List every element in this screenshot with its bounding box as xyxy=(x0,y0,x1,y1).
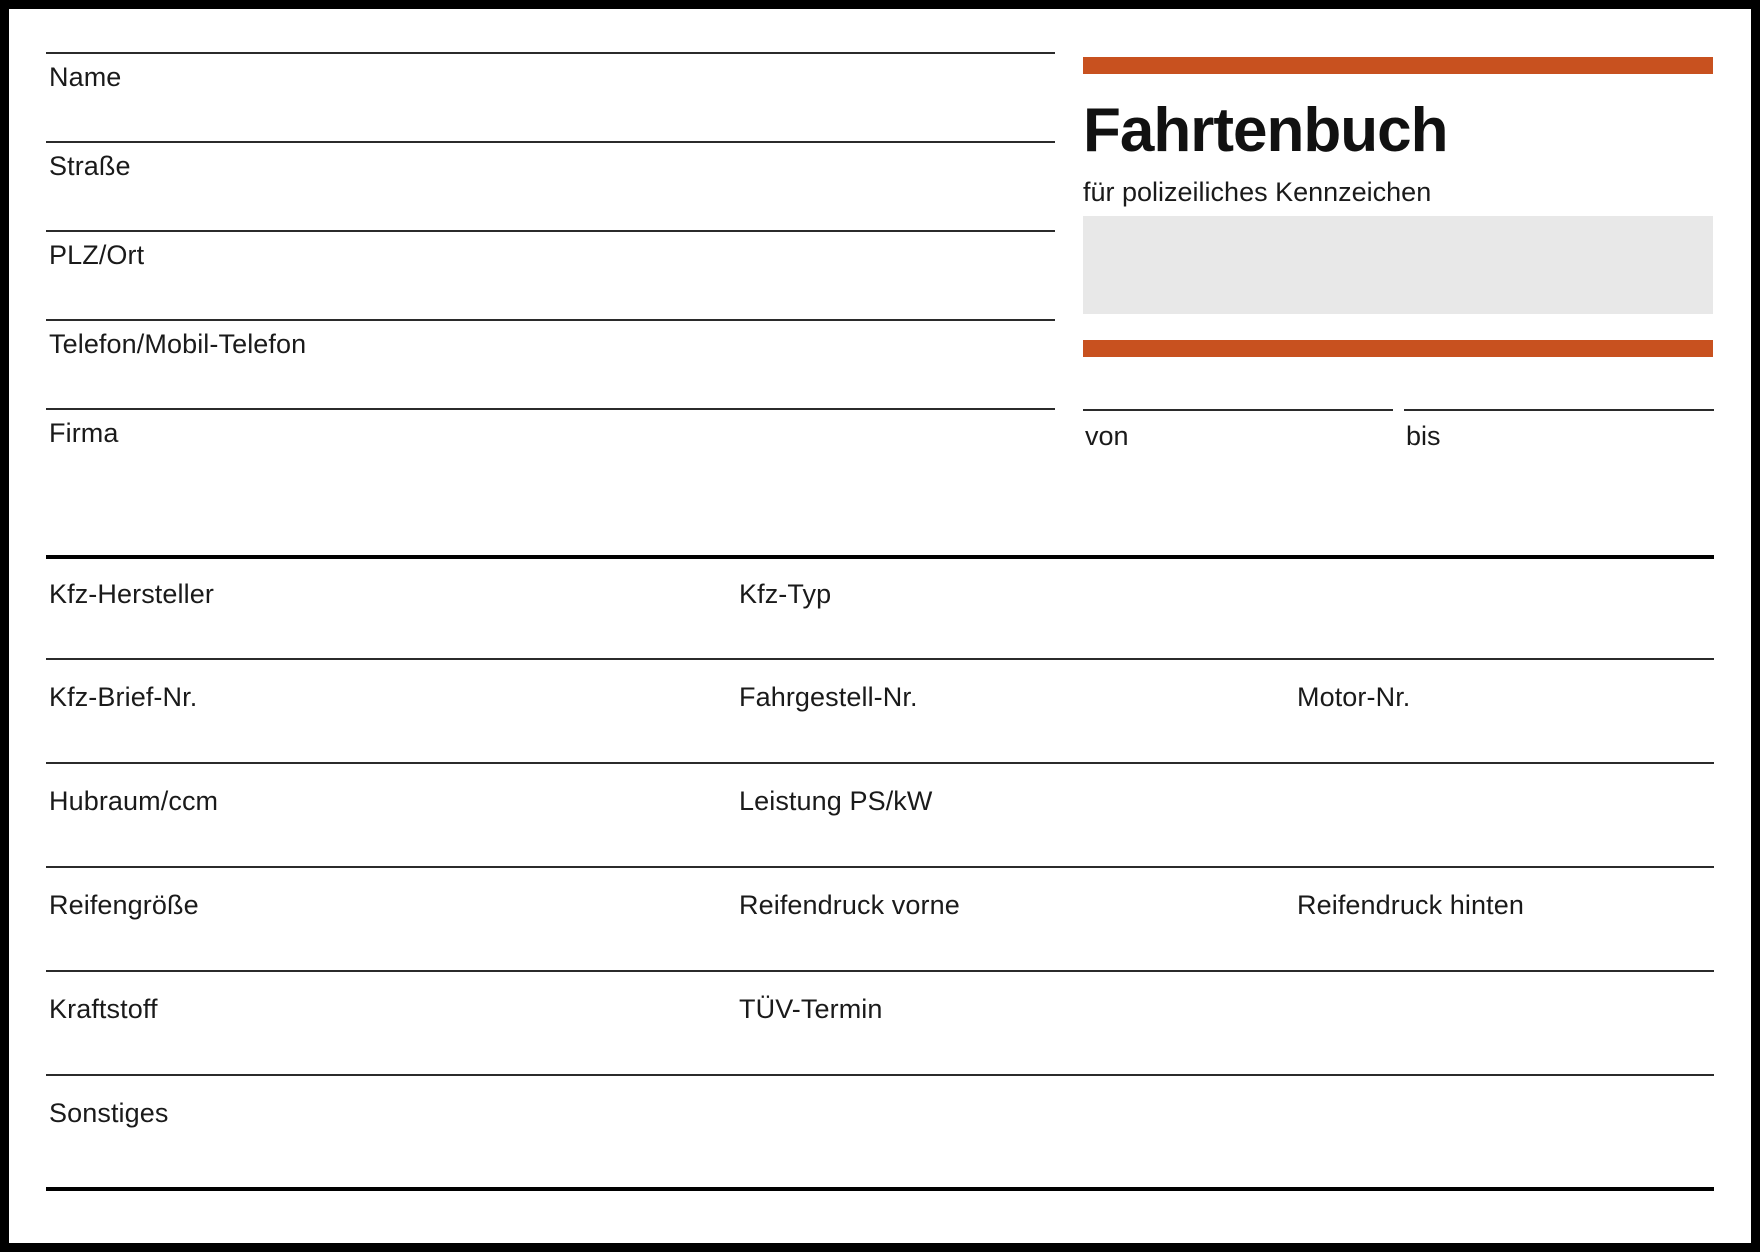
rule-firma xyxy=(46,408,1055,410)
field-label-kfz-hersteller: Kfz-Hersteller xyxy=(49,579,214,609)
accent-bar-bottom xyxy=(1083,340,1713,357)
field-label-kfz-brief-nr: Kfz-Brief-Nr. xyxy=(49,682,198,712)
field-label-motor-nr: Motor-Nr. xyxy=(1297,682,1411,712)
period-from-label: von xyxy=(1085,421,1129,451)
rule-vehicle-row-4 xyxy=(46,970,1714,972)
rule-name xyxy=(46,52,1055,54)
rule-plz-ort xyxy=(46,230,1055,232)
field-label-reifengroesse: Reifengröße xyxy=(49,890,199,920)
field-label-fahrgestell-nr: Fahrgestell-Nr. xyxy=(739,682,918,712)
rule-strasse xyxy=(46,141,1055,143)
accent-bar-top xyxy=(1083,57,1713,74)
period-to-label: bis xyxy=(1406,421,1441,451)
rule-vehicle-row-2 xyxy=(46,762,1714,764)
field-label-hubraum: Hubraum/ccm xyxy=(49,786,219,816)
field-label-plz-ort: PLZ/Ort xyxy=(49,240,145,270)
rule-bis xyxy=(1404,409,1714,411)
field-label-sonstiges: Sonstiges xyxy=(49,1098,169,1128)
field-label-tuev-termin: TÜV-Termin xyxy=(739,994,883,1024)
rule-vehicle-row-3 xyxy=(46,866,1714,868)
field-label-kfz-typ: Kfz-Typ xyxy=(739,579,832,609)
document-title: Fahrtenbuch xyxy=(1083,96,1448,165)
page-sheet xyxy=(9,9,1751,1243)
field-label-reifendruck-hinten: Reifendruck hinten xyxy=(1297,890,1524,920)
section-divider-vehicle xyxy=(46,555,1714,559)
document-subtitle: für polizeiliches Kennzeichen xyxy=(1083,177,1432,207)
rule-von xyxy=(1083,409,1393,411)
field-label-telefon: Telefon/Mobil-Telefon xyxy=(49,329,307,359)
field-label-name: Name xyxy=(49,62,122,92)
field-label-reifendruck-vorne: Reifendruck vorne xyxy=(739,890,960,920)
rule-bottom xyxy=(46,1187,1714,1191)
field-label-strasse: Straße xyxy=(49,151,131,181)
field-label-firma: Firma xyxy=(49,418,119,448)
rule-vehicle-row-5 xyxy=(46,1074,1714,1076)
field-label-kraftstoff: Kraftstoff xyxy=(49,994,158,1024)
license-plate-field[interactable] xyxy=(1083,216,1713,314)
rule-telefon xyxy=(46,319,1055,321)
field-label-leistung: Leistung PS/kW xyxy=(739,786,933,816)
rule-vehicle-row-1 xyxy=(46,658,1714,660)
